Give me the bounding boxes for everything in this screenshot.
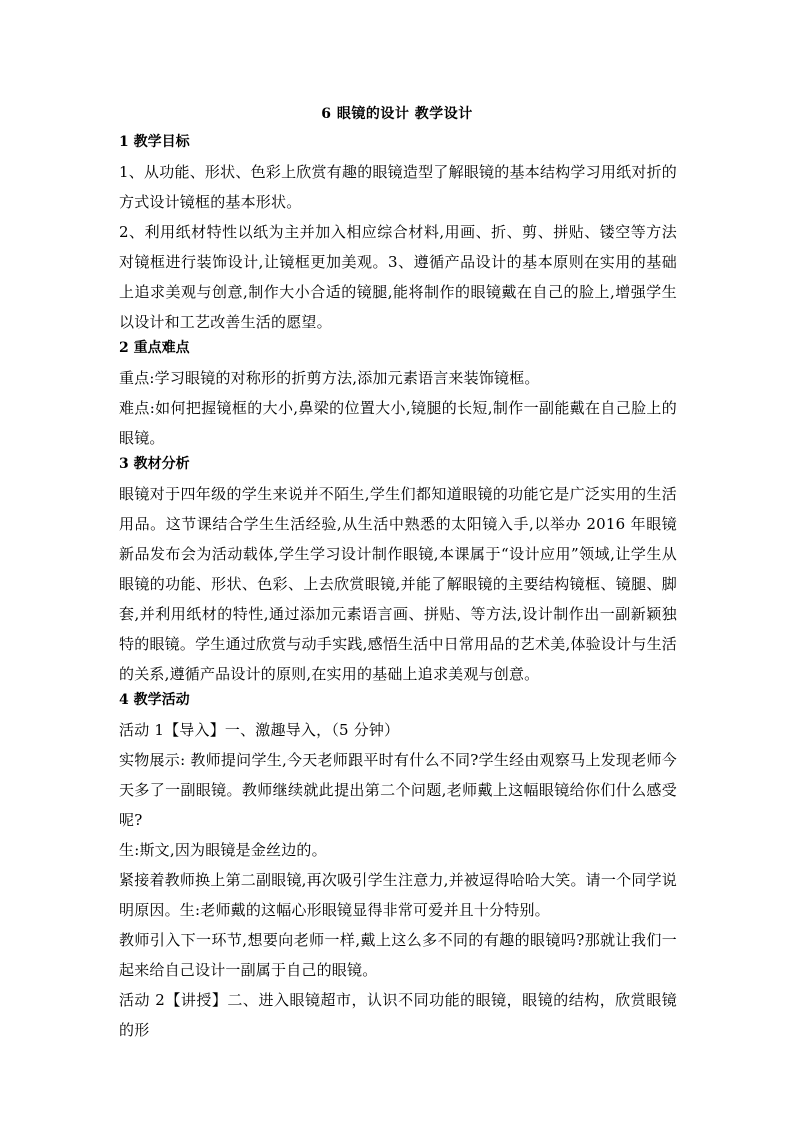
paragraph: 难点:如何把握镜框的大小,鼻梁的位置大小,镜腿的长短,制作一副能戴在自己脸上的眼镜。 [119,399,677,447]
paragraph: 紧接着教师换上第二副眼镜,再次吸引学生注意力,并被逗得哈哈大笑。请一个同学说明原因。生:老师戴的这幅心形眼镜显得非常可爱并且十分特别。 [119,871,677,919]
section-heading-activities: 4 教学活动 [119,692,190,708]
paragraph: 教师引入下一环节,想要向老师一样,戴上这么多不同的有趣的眼镜吗?那就让我们一起来给自己设计一副属于自己的眼镜。 [119,931,677,979]
paragraph: 实物展示: 教师提问学生,今天老师跟平时有什么不同?学生经由观察马上发现老师今天多了一副眼镜。教师继续就此提出第二个问题,老师戴上这幅眼镜给你们什么感受呢? [119,751,677,829]
paragraph: 活动 2【讲授】二、进入眼镜超市，认识不同功能的眼镜，眼镜的结构，欣赏眼镜的形 [119,991,677,1039]
paragraph: 眼镜对于四年级的学生来说并不陌生,学生们都知道眼镜的功能它是广泛实用的生活用品。这节课结合学生生活经验,从生活中熟悉的太阳镜入手,以举办 2016 年眼镜新品发布会为活动载体,学生学习设计制作眼镜,本课属于“设计应用”领域,让学生从眼镜的功能、形状、色彩、上去欣赏眼镜,并能了解眼镜的主要结构镜框、镜腿、脚套,并利用纸材的特性,通过添加元素语言画、拼贴、等方法,设计制作出一副新颖独特的眼镜。学生通过欣赏与动手实践,感悟生活中日常用品的艺术美,体验设计与生活的关系,遵循产品设计的原则,在实用的基础上追求美观与创意。 [119,485,677,683]
paragraph: 1、从功能、形状、色彩上欣赏有趣的眼镜造型了解眼镜的基本结构学习用纸对折的方式设计镜框的基本形状。 [119,163,677,211]
paragraph: 重点:学习眼镜的对称形的折剪方法,添加元素语言来装饰镜框。 [119,369,540,387]
section-heading-key-points: 2 重点难点 [119,340,190,356]
document-title: 6 眼镜的设计 教学设计 [321,106,473,122]
section-heading-material-analysis: 3 教材分析 [119,456,190,472]
paragraph: 2、利用纸材特性以纸为主并加入相应综合材料,用画、折、剪、拼贴、镂空等方法对镜框进行装饰设计,让镜框更加美观。3、遵循产品设计的基本原则在实用的基础上追求美观与创意,制作大小合适的镜腿,能将制作的眼镜戴在自己的脸上,增强学生以设计和工艺改善生活的愿望。 [119,223,677,331]
section-heading-objectives: 1 教学目标 [119,134,190,150]
paragraph: 生:斯文,因为眼镜是金丝边的。 [119,841,327,859]
document-body [119,131,677,1045]
paragraph: 活动 1【导入】一、激趣导入，（5 分钟） [119,721,400,739]
